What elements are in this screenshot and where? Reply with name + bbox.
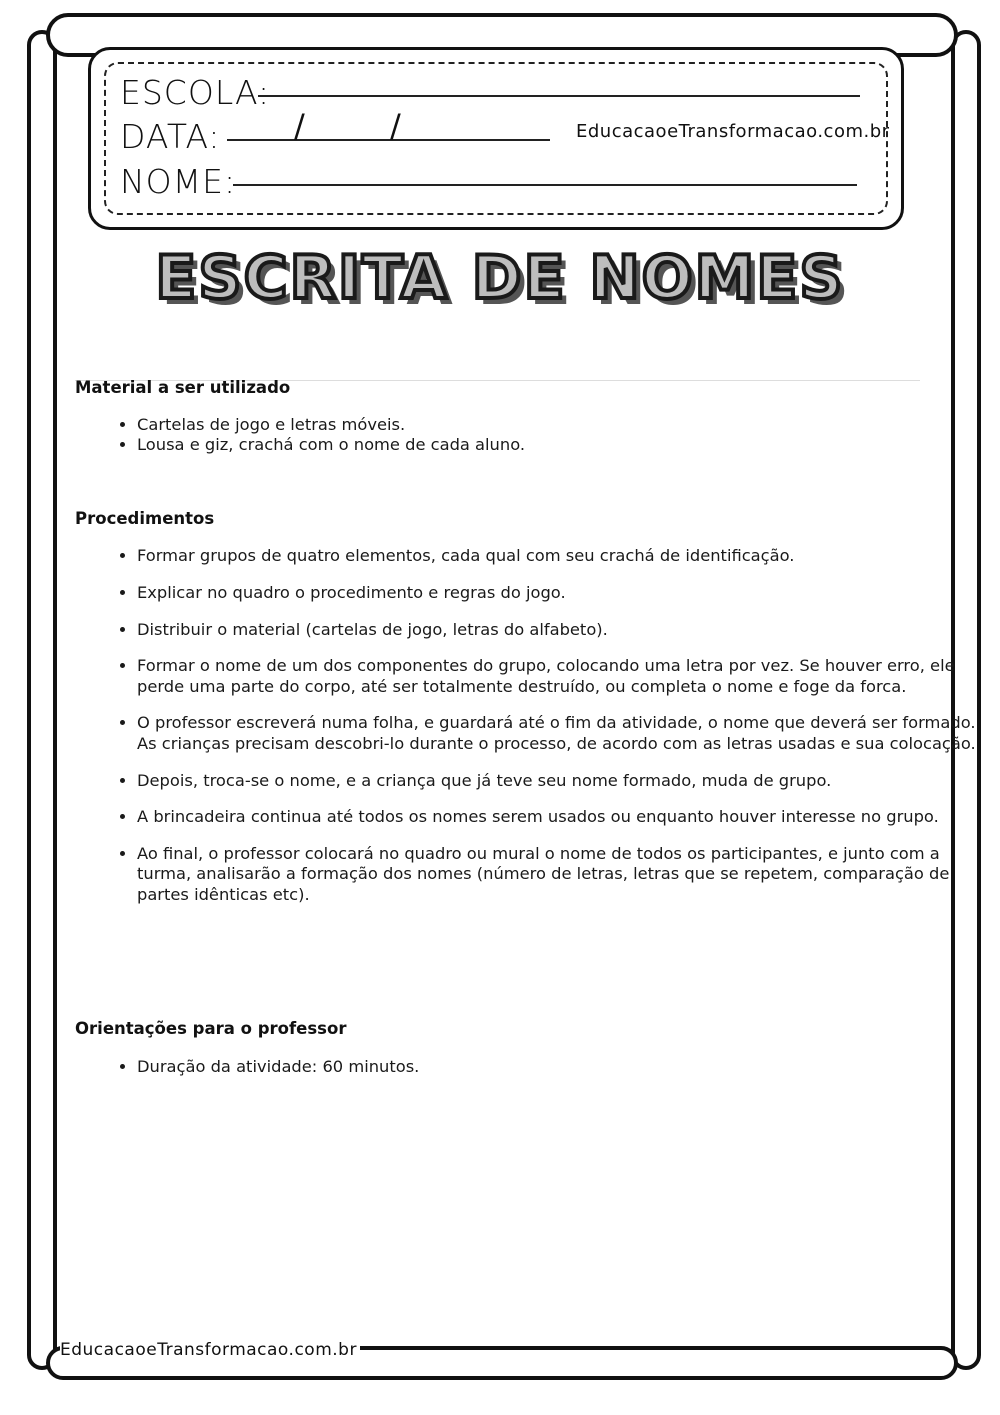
material-heading: Material a ser utilizado xyxy=(75,378,291,397)
data-label: DATA: xyxy=(120,117,221,156)
procedimentos-list xyxy=(75,546,987,922)
data-line[interactable] xyxy=(227,139,550,141)
orientacoes-heading: Orientações para o professor xyxy=(75,1019,347,1038)
list-item: • Ao final, o professor colocará no quadro ou mural o nome de todos os participantes, e junto com a turma, analisarão a formação dos nomes (número de letras, letras que se repetem, comparação de partes idênticas etc). xyxy=(137,844,987,905)
frame-left-roll xyxy=(27,30,57,1370)
list-item: • Distribuir o material (cartelas de jogo, letras do alfabeto). xyxy=(137,620,987,640)
orientacoes-list xyxy=(75,1057,987,1077)
list-item: • Formar grupos de quatro elementos, cada qual com seu crachá de identificação. xyxy=(137,546,987,566)
list-item: • Explicar no quadro o procedimento e regras do jogo. xyxy=(137,583,987,603)
list-item: • Cartelas de jogo e letras móveis. xyxy=(137,415,987,435)
footer-site-url: EducacaoeTransformacao.com.br xyxy=(60,1340,360,1360)
list-item: • Lousa e giz, crachá com o nome de cada aluno. xyxy=(137,435,987,455)
procedimentos-heading: Procedimentos xyxy=(75,509,215,528)
list-item: • Duração da atividade: 60 minutos. xyxy=(137,1057,987,1077)
nome-line[interactable] xyxy=(233,184,857,186)
list-item: • O professor escreverá numa folha, e guardará até o fim da atividade, o nome que deverá ser formado. As crianças precisam descobri-lo durante o processo, de acordo com as letras usadas e sua colocação. xyxy=(137,713,987,754)
date-slash-1: / xyxy=(294,107,305,145)
list-item: • Depois, troca-se o nome, e a criança que já teve seu nome formado, muda de grupo. xyxy=(137,771,987,791)
list-item: • Formar o nome de um dos componentes do grupo, colocando uma letra por vez. Se houver erro, ele perde uma parte do corpo, até ser totalmente destruído, ou completa o nome e foge da forca. xyxy=(137,656,987,697)
material-list xyxy=(75,415,987,456)
nome-label: NOME: xyxy=(120,162,237,201)
list-item: • A brincadeira continua até todos os nomes serem usados ou enquanto houver interesse no grupo. xyxy=(137,807,987,827)
header-site-url: EducacaoeTransformacao.com.br xyxy=(576,121,890,142)
page-title: ESCRITA DE NOMES xyxy=(155,243,845,313)
escola-label: ESCOLA: xyxy=(120,73,271,112)
escola-line[interactable] xyxy=(258,95,860,97)
date-slash-2: / xyxy=(390,107,401,145)
